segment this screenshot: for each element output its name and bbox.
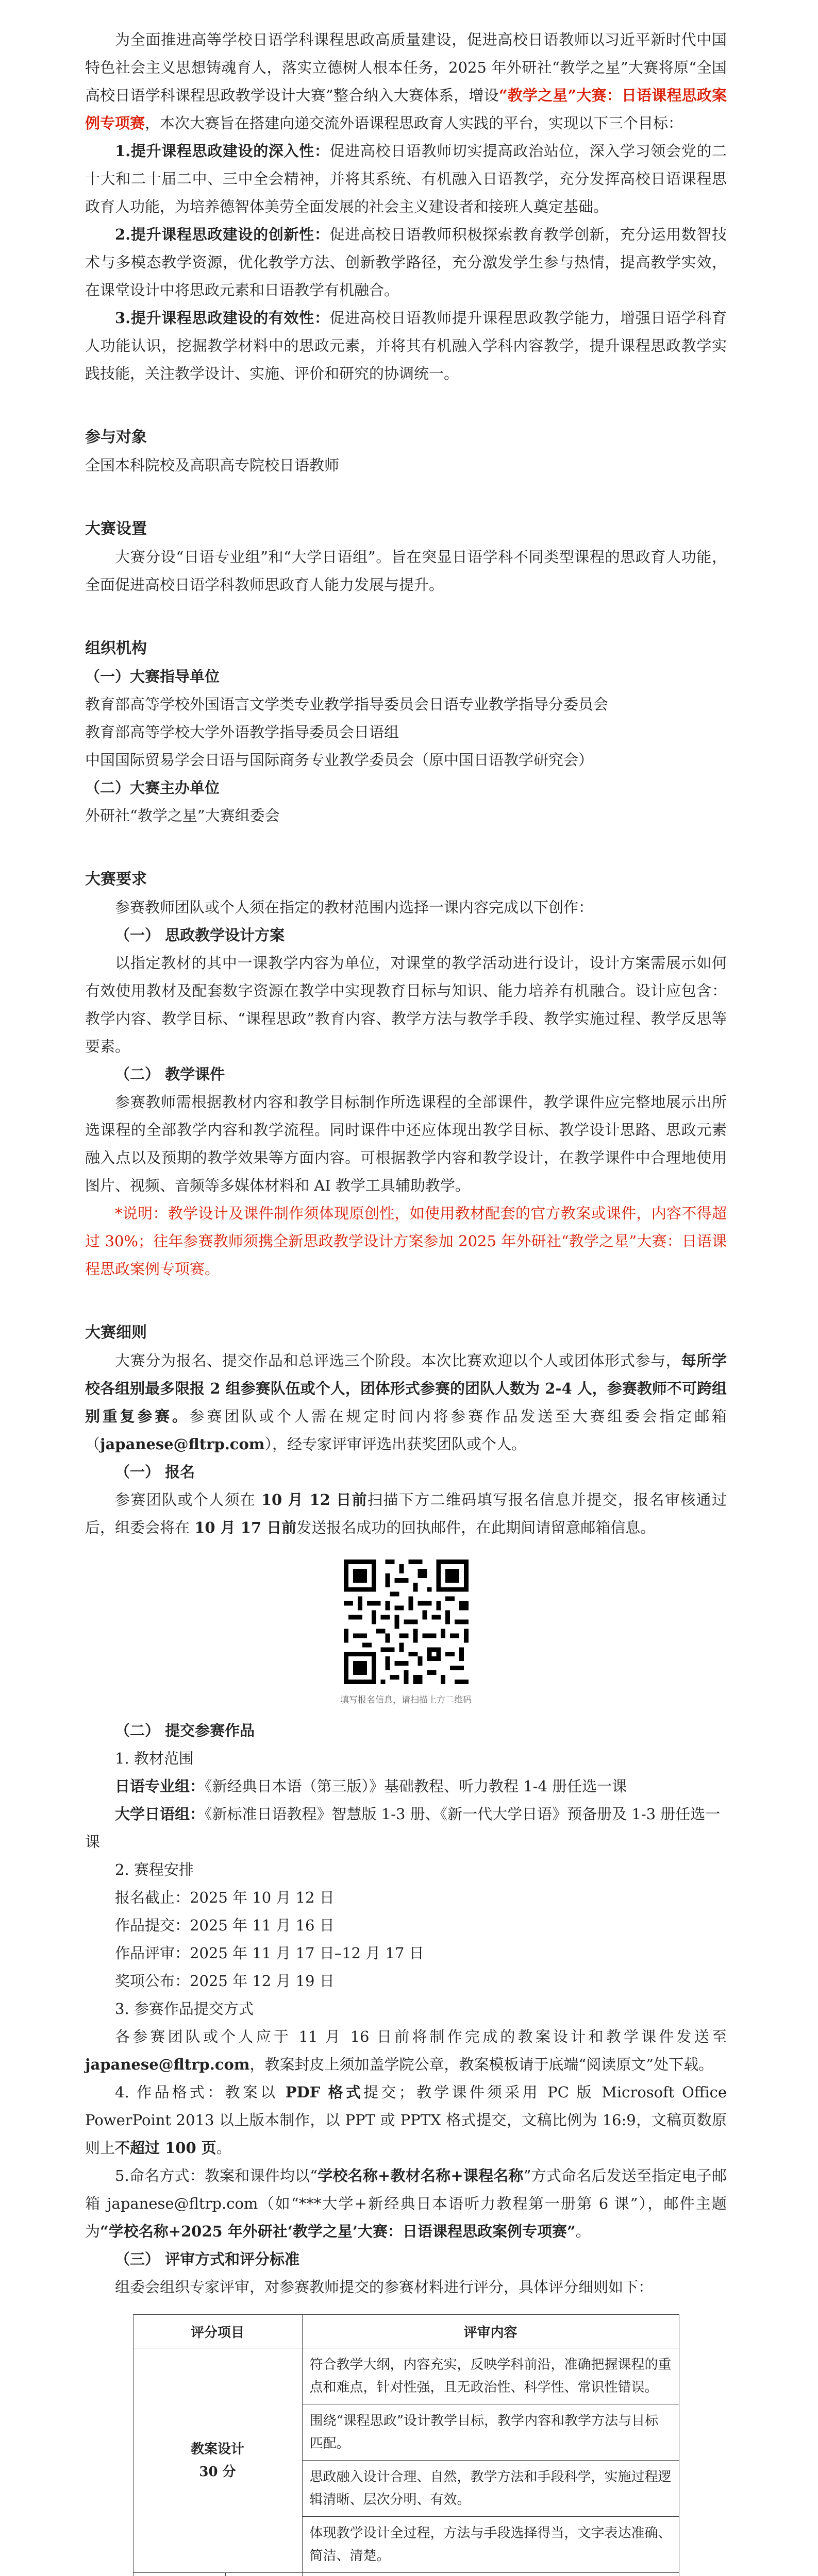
intro-highlight: “教学之星”大赛：日语课程思政案例专项赛 (85, 87, 727, 132)
category-score: 30 分 (199, 2464, 236, 2480)
registration-qr-code[interactable] (339, 1555, 473, 1689)
requirements-part2-text: 参赛教师需根据教材内容和教学目标制作所选课程的全部课件，教学课件应完整地展示出所选课程的全部教学内容和教学流程。同时课件中还应体现出教学目标、教学设计思路、思政元素融入点以及预期的教学效果等方面内容。可根据教学内容和教学设计，在教学课件中合理地使用图片、视频、音频等多媒体材料和 AI 教学工具辅助教学。 (85, 1093, 727, 1194)
method-part: 各参赛团队或个人应于 11 月 16 日前将制作完成的教案设计和教学课件发送至 (115, 2028, 727, 2045)
registration-part: 扫描下方二维码填写报名信息并提交，报名审核通过后，组委会将在 (85, 1491, 727, 1536)
intro-paragraph (85, 26, 727, 137)
table-row (133, 2348, 679, 2404)
details-overview (85, 1347, 727, 1458)
registration-part: 发送报名成功的回执邮件，在此期间请留意邮箱信息。 (296, 1519, 656, 1536)
evaluation-text: 组委会组织专家评审，对参赛教师提交的参赛材料进行评分，具体评分细则如下： (115, 2278, 654, 2296)
goal-text: 促进高校日语教师切实提高政治站位，深入学习领会党的二十大和二十届二中、三中全会精神，并将其系统、有机融入日语教学，充分发挥高校日语课程思政育人功能，为培养德智体美劳全面发展的社会主义建设者和接班人奠定基础。 (85, 142, 727, 215)
goal-title: 1.提升课程思政建设的深入性： (115, 142, 330, 160)
scope-text: 《新经典日本语（第三版）》基础教程、听力教程 1-4 册任选一课 (205, 1777, 627, 1795)
scope-college-japanese (85, 1800, 727, 1856)
registration-text (85, 1486, 727, 1541)
registration-part: 参赛团队或个人须在 (115, 1491, 261, 1509)
details-text: 参赛团队或个人需在规定时间内将参赛作品发送至大赛组委会指定邮箱（ (85, 1408, 727, 1453)
naming-part: 5.命名方式：教案和课件均以“ (115, 2167, 318, 2184)
goal-title: 3.提升课程思政建设的有效性： (115, 309, 330, 327)
design-category (133, 2348, 302, 2573)
submission-title: （二） 提交参赛作品 (115, 1722, 255, 1739)
participants-heading: 参与对象 (85, 428, 147, 446)
scope-japanese-major (85, 1772, 727, 1800)
criteria-cell: 体现教学设计全过程，方法与手段选择得当，文字表达准确、简洁、清楚。 (302, 2517, 679, 2573)
registration-deadline: 10 月 12 日前 (261, 1491, 368, 1509)
scope-title: 1. 教材范围 (115, 1750, 194, 1767)
schedule-title: 2. 赛程安排 (115, 1861, 194, 1878)
org-organizer: 外研社“教学之星”大赛组委会 (85, 807, 280, 824)
submission-email-link[interactable]: japanese@fltrp.com (85, 2056, 250, 2073)
naming-subject: “学校名称+2025 年外研社‘教学之星’大赛：日语课程思政案例专项赛” (100, 2223, 576, 2240)
naming-pattern: 学校名称+教材名称+课程名称 (318, 2167, 524, 2184)
format-pdf: PDF 格式 (285, 2083, 364, 2101)
naming-text (85, 2162, 727, 2245)
org-heading: 组织机构 (85, 639, 147, 657)
requirements-part1-title: （一） 思政教学设计方案 (115, 926, 285, 944)
criteria-cell: 思政融入设计合理、自然，教学方法和手段科学，实施过程逻辑清晰、层次分明、有效。 (302, 2461, 679, 2517)
naming-part: ”方式命名后发送至指定电子邮箱 japanese@fltrp.com（如“***大学+新经典日本语听力教程第一册第 6 课”），邮件主题为 (85, 2167, 727, 2240)
requirements-part1-text: 以指定教材的其中一课教学内容为单位，对课堂的教学活动进行设计，设计方案需展示如何有效使用教材及配套数字资源在教学中实现教育目标与知识、能力培养有机融合。设计应包含：教学内容、教学目标、“课程思政”教育内容、教学方法与教学手段、教学实施过程、教学反思等要素。 (85, 954, 727, 1055)
notice-content (85, 26, 727, 2576)
category-label: 教案设计 (190, 2441, 244, 2457)
format-part: 。 (216, 2139, 231, 2157)
table-header-row (133, 2315, 679, 2348)
goal-title: 2.提升课程思政建设的创新性： (115, 226, 330, 243)
intro-lead-end: ，本次大赛旨在搭建向递交流外语课程思政育人实践的平台，实现以下三个目标： (145, 114, 683, 132)
registration-title: （一） 报名 (115, 1463, 195, 1481)
requirements-heading: 大赛要求 (85, 870, 147, 888)
schedule-item: 报名截止：2025 年 10 月 12 日 (115, 1889, 335, 1906)
setup-heading: 大赛设置 (85, 520, 147, 538)
goal-3 (85, 304, 727, 387)
goal-text: 促进高校日语教师积极探索教育教学创新，充分运用数智技术与多模态教学资源，优化教学方法、创新教学路径，充分激发学生参与热情，提高教学实效，在课堂设计中将思政元素和日语教学有机融合。 (85, 226, 727, 299)
requirements-intro: 参赛教师团队或个人须在指定的教材范围内选择一课内容完成以下创作： (115, 899, 594, 916)
method-text (85, 2023, 727, 2078)
org-host: 中国国际贸易学会日语与国际商务专业教学委员会（原中国日语教学研究会） (85, 751, 594, 769)
table-header: 评审内容 (302, 2315, 679, 2348)
format-part: 4. 作品格式：教案以 (115, 2083, 286, 2101)
requirements-note: *说明：教学设计及课件制作须体现原创性，如使用教材配套的官方教案或课件，内容不得超过 30%；往年参赛教师须携全新思政教学设计方案参加 2025 年外研社“教学之星”大赛：日语课程思政案例专项赛。 (85, 1205, 727, 1278)
org-host-title: （一）大赛指导单位 (85, 668, 220, 685)
goal-1 (85, 137, 727, 221)
setup-text: 大赛分设“日语专业组”和“大学日语组”。旨在突显日语学科不同类型课程的思政育人功能，全面促进高校日语学科教师思政育人能力发展与提升。 (85, 548, 727, 594)
details-text: ），经专家评审评选出获奖团队或个人。 (264, 1435, 527, 1453)
scope-text: 《新标准日语教程》智慧版 1-3 册、《新一代大学日语》预备册及 1-3 册任选一课 (85, 1805, 721, 1851)
qr-caption: 填写报名信息，请扫描上方二维码 (340, 1695, 472, 1705)
method-part: ，教案封皮上须加盖学院公章，教案模板请于底端“阅读原文”处下载。 (249, 2056, 714, 2073)
naming-part: 。 (575, 2223, 591, 2240)
qr-block (321, 1555, 491, 1706)
requirements-part2-title: （二） 教学课件 (115, 1065, 225, 1083)
org-organizer-title: （二）大赛主办单位 (85, 779, 220, 796)
schedule-item: 作品评审：2025 年 11 月 17 日–12 月 17 日 (115, 1944, 424, 1962)
criteria-cell: 符合教学大纲，内容充实，反映学科前沿，准确把握课程的重点和难点，针对性强，且无政治性、科学性、常识性错误。 (302, 2348, 679, 2404)
scoring-table (133, 2314, 679, 2576)
courseware-category (133, 2573, 225, 2576)
content-subcategory (225, 2573, 302, 2576)
goal-text: 促进高校日语教师提升课程思政教学能力，增强日语学科育人功能认识，挖掘教学材料中的思政元素，并将其有机融入学科内容教学，提升课程思政教学实践技能，关注教学设计、实施、评价和研究的协调统一。 (85, 309, 727, 382)
intro-lead: 为全面推进高等学校日语学科课程思政高质量建设，促进高校日语教师以习近平新时代中国特色社会主义思想铸魂育人，落实立德树人根本任务，2025 年外研社“教学之星”大赛将原“全国高校日语学科课程思政教学设计大赛”整合纳入大赛体系，增设 (85, 31, 727, 104)
criteria-cell: 围绕“课程思政”设计教学目标，教学内容和教学方法与目标匹配。 (302, 2404, 679, 2461)
table-header: 评分项目 (133, 2315, 302, 2348)
org-host: 教育部高等学校大学外语教学指导委员会日语组 (85, 723, 399, 741)
criteria-cell (302, 2573, 679, 2576)
goal-2 (85, 221, 727, 304)
format-page-limit: 不超过 100 页 (115, 2139, 216, 2157)
details-limit: 每所学校各组别最多限报 2 组参赛队伍或个人，团体形式参赛的团队人数为 2-4 人，参赛教师不可跨组别重复参赛。 (85, 1352, 727, 1425)
schedule-item: 奖项公布：2025 年 12 月 19 日 (115, 1972, 335, 1990)
details-heading: 大赛细则 (85, 1324, 147, 1342)
format-text (85, 2078, 727, 2162)
scope-label: 大学日语组： (115, 1805, 205, 1823)
org-host: 教育部高等学校外国语言文学类专业教学指导委员会日语专业教学指导分委员会 (85, 696, 609, 713)
participants-text: 全国本科院校及高职高专院校日语教师 (85, 456, 340, 474)
format-part: 提交；教学课件须采用 PC 版 Microsoft Office PowerPoint 2013 以上版本制作，以 PPT 或 PPTX 格式提交，文稿比例为 16:9，文稿页数原则上 (85, 2083, 727, 2157)
details-text: 大赛分为报名、提交作品和总评选三个阶段。本次比赛欢迎以个人或团体形式参与， (115, 1352, 681, 1369)
contest-email-link[interactable]: japanese@fltrp.com (100, 1435, 265, 1453)
schedule-item: 作品提交：2025 年 11 月 16 日 (115, 1917, 335, 1934)
scope-label: 日语专业组： (115, 1777, 205, 1795)
evaluation-title: （三） 评审方式和评分标准 (115, 2250, 300, 2268)
receipt-deadline: 10 月 17 日前 (194, 1519, 297, 1536)
table-row (133, 2573, 679, 2576)
method-title: 3. 参赛作品提交方式 (115, 2000, 254, 2018)
